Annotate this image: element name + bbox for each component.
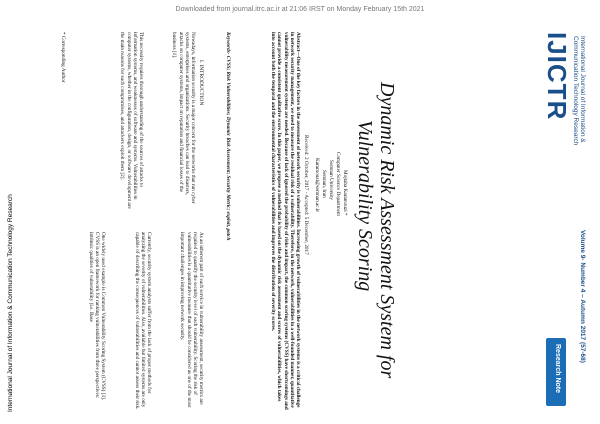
abstract: Abstract—One of the key factors in the assessment of network security is vulnerabilities. Increasing growth of vulnerabilities in the network systems is a critical challenge in network security management, we need to measure the residual risk of a vulnerability. Therefore, in the network, vulnerabilities in a well-founded manner, quantitative vulnerability measurement systems are needed. Because of lack of ignored the probability of risks and impact, the common scoring systems (CVSS) have shortcomings and cannot provide a consistent qualitative score. In this paper, we propose a method that is based on the dynamic risk assessment and scores of vulnerabilities, which takes into account both the temporal and the environmental characteristics of vulnerabilities and improves the distribution of severity scores.: [270, 32, 301, 410]
side-strip: [6, 20, 20, 418]
journal-name-line1: International Journal of Information &: [579, 36, 586, 143]
section-heading: I. INTRODUCTION: [198, 60, 204, 106]
intro-right-paragraph: As an inherent part of each service in vulnerability assessment, security metrics are required to quantify the security level of each vulnerability. Scoring the risk of vulnerabilities is a quantitative measure that should be considered as one of the most important challenges in improving network security.: [179, 232, 204, 408]
journal-logo: [538, 32, 572, 182]
journal-name: [572, 36, 586, 206]
badge-text: Research Note: [554, 344, 561, 394]
city: Semnan, Iran: [321, 170, 327, 198]
article-body: [26, 20, 526, 418]
journal-masthead: [532, 20, 594, 418]
volume-text: Volume 9- Number 4 – Autumn 2017 (57-68): [579, 230, 586, 363]
research-note-badge: [546, 338, 566, 406]
intro-right-paragraph-2: Currently, security system analysts suffer from the lack of proper methods for analyzing the severity of vulnerabilities. Also, available but limited systems are only capable of describing the consequences of vulnerabilities and cannot assess their risk.: [133, 232, 152, 410]
side-strip-text: International Journal of Information & Communication Technology Research: [7, 194, 14, 412]
keywords: Keywords- CVSS; Risk Vulnerabilities; Dynamic Risk Assessment; Security Metric; exploit, patch: [225, 32, 231, 241]
journal-logo-text: IJICTR: [542, 32, 572, 121]
intro-left-paragraph-2: This necessity requires thorough understanding of the sources of attacks to information systems, and weaknesses of software and systems. Vulnerabilities in computer systems, whether in the configuration, design, or software development are the main reasons for such compromises, and attackers exploit them [2].: [119, 32, 144, 209]
dates: Received: 2 October, 2017 - Accepted: 5 December, 2017: [303, 135, 309, 255]
author: Mojtaba Karamouzi *: [342, 170, 348, 216]
university: Semnan University: [328, 160, 334, 200]
email: Karamouzi@semnan.ac.ir: [314, 158, 320, 213]
download-note: Downloaded from journal.itrc.ac.ir at 21:06 IRST on Monday February 15th 2021: [175, 6, 425, 13]
corresponding-author-note: * Corresponding Author: [60, 32, 66, 83]
article-title-line1: Dynamic Risk Assessment System for: [376, 82, 398, 379]
volume-info: [572, 230, 586, 400]
department: Computer Science Department: [335, 152, 341, 216]
article-title-line2: Vulnerability Scoring: [354, 120, 376, 292]
intro-left-paragraph: Nowadays, information security is a major concern for the networks that run cyber systems, enterprises and organizations. Security breaches can lead to disasters, attacks on computer systems, impact on reputation and financial losses of the business [1].: [171, 32, 196, 204]
intro-right-paragraph-3: One widely used example is Common Vulnerability Scoring System (CVSS) [3]. CVSS is an open framework for ranking vulnerabilities from three perspectives: intrinsic qualities of vulnerability (i.e. Base: [87, 232, 106, 401]
rotated-paper-page: [6, 20, 594, 418]
journal-name-line2: Communication Technology Research: [572, 36, 579, 146]
